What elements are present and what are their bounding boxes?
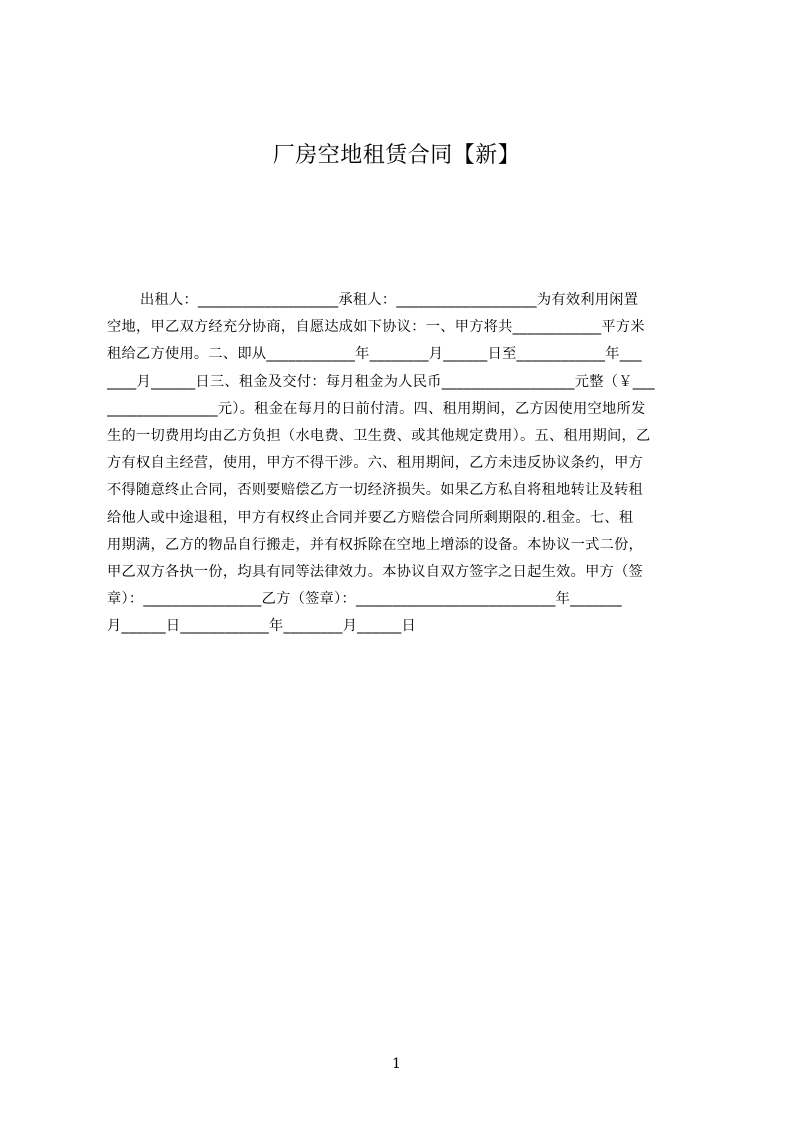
contract-line-5: _______________元）。租金在每月的日前付清。四、租用期间，乙方因使用空地所发 bbox=[107, 400, 646, 417]
contract-line-8: 不得随意终止合同，否则要赔偿乙方一切经济损失。如果乙方私自将租地转让及转租 bbox=[107, 482, 644, 499]
document-title: 厂房空地租赁合同【新】 bbox=[272, 143, 521, 168]
contract-line-13: 月______日____________年________月______日 bbox=[107, 618, 417, 635]
contract-line-3: 租给乙方使用。二、即从____________年________月______日至____________年___ bbox=[107, 346, 642, 363]
page-number: 1 bbox=[392, 1056, 401, 1072]
contract-line-10: 用期满，乙方的物品自行搬走，并有权拆除在空地上增添的设备。本协议一式二份， bbox=[107, 536, 644, 553]
contract-line-11: 甲乙双方各执一份，均具有同等法律效力。本协议自双方签字之日起生效。甲方（签 bbox=[107, 563, 644, 580]
contract-line-12: 章）：________________乙方（签章）：___________________________年_______ bbox=[107, 591, 622, 608]
contract-line-9: 给他人或中途退租，甲方有权终止合同并要乙方赔偿合同所剩期限的.租金。七、租 bbox=[107, 509, 634, 526]
contract-body bbox=[107, 287, 707, 640]
contract-line-4: ____月______日三、租金及交付：每月租金为人民币__________________元整（￥___ bbox=[107, 373, 655, 390]
contract-line-6: 生的一切费用均由乙方负担（水电费、卫生费、或其他规定费用）。五、租用期间，乙 bbox=[107, 427, 651, 444]
contract-line-2: 空地，甲乙双方经充分协商，自愿达成如下协议：一、甲方将共____________平方米 bbox=[107, 319, 645, 336]
contract-line-7: 方有权自主经营，使用，甲方不得干涉。六、租用期间，乙方未违反协议条约，甲方 bbox=[107, 455, 644, 472]
contract-line-1: 出租人：___________________承租人：___________________为有效利用闲置 bbox=[140, 292, 639, 308]
